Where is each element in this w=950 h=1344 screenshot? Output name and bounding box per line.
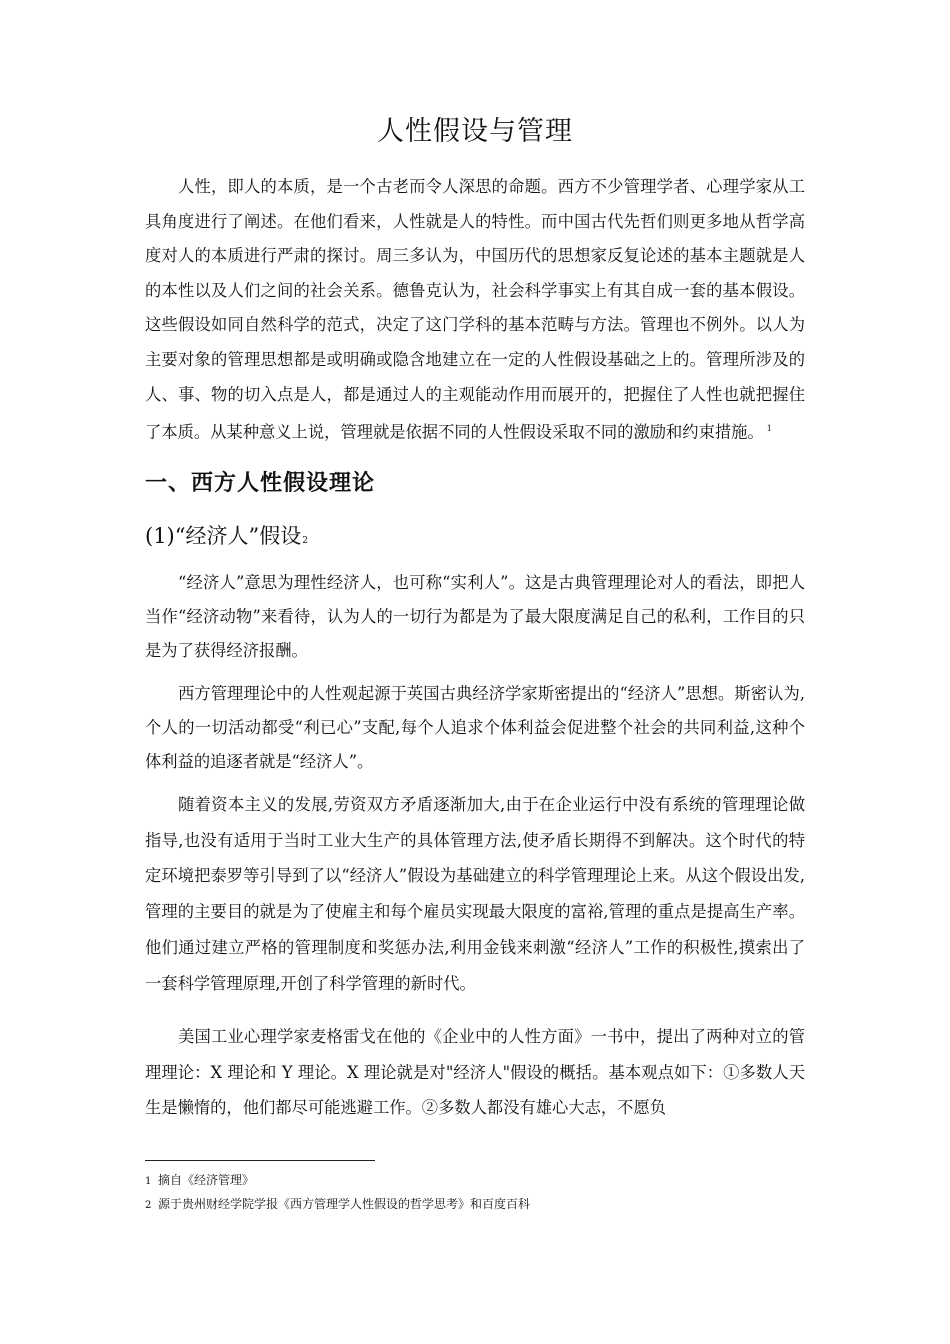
footnote-ref-1[interactable]: 1 <box>766 424 772 434</box>
section-heading-western-theory: 一、西方人性假设理论 <box>145 471 376 496</box>
intro-paragraph <box>145 170 805 450</box>
subsection-heading-text: (1)“经济人”假设 <box>145 524 302 548</box>
body-paragraph-2: 西方管理理论中的人性观起源于英国古典经济学家斯密提出的“经济人”思想。斯密认为,个人的一切活动都受“利已心”支配,每个人追求个体利益会促进整个社会的共同利益,这种个体利益的追逐者就是“经济人”。 <box>145 684 805 772</box>
subsection-heading-economic-man <box>145 518 308 559</box>
body-paragraph-1: “经济人”意思为理性经济人，也可称“实利人”。这是古典管理理论对人的看法，即把人当作“经济动物”来看待，认为人的一切行为都是为了最大限度满足自己的私利，工作目的只是为了获得经济报酬。 <box>145 573 805 661</box>
body-paragraph-4: 美国工业心理学家麦格雷戈在他的《企业中的人性方面》一书中，提出了两种对立的管理理论：X 理论和 Y 理论。X 理论就是对"经济人"假设的概括。基本观点如下：①多数人天生是懒惰的，他们都尽可能逃避工作。②多数人都没有雄心大志，不愿负 <box>145 1027 805 1118</box>
page-title: 人性假设与管理 <box>377 116 573 147</box>
footnote-number: 2 <box>145 1200 152 1211</box>
footnote-separator <box>145 1160 375 1161</box>
footnote-2 <box>145 1195 530 1215</box>
body-paragraph-3: 随着资本主义的发展,劳资双方矛盾逐渐加大,由于在企业运行中没有系统的管理理论做指导,也没有适用于当时工业大生产的具体管理方法,使矛盾长期得不到解决。这个时代的特定环境把泰罗等引导到了以“经济人”假设为基础建立的科学管理理论上来。从这个假设出发,管理的主要目的就是为了使雇主和每个雇员实现最大限度的富裕,管理的重点是提高生产率。他们通过建立严格的管理制度和奖惩办法,利用金钱来刺激“经济人”工作的积极性,摸索出了一套科学管理原理,开创了科学管理的新时代。 <box>145 795 805 993</box>
footnote-text: 摘自《经济管理》 <box>158 1173 255 1187</box>
footnote-number: 1 <box>145 1176 152 1187</box>
footnote-1 <box>145 1171 254 1191</box>
footnote-text: 源于贵州财经学院学报《西方管理学人性假设的哲学思考》和百度百科 <box>158 1197 531 1211</box>
footnote-ref-2[interactable]: 2 <box>302 536 308 546</box>
intro-text: 人性，即人的本质，是一个古老而令人深思的命题。西方不少管理学者、心理学家从工具角度进行了阐述。在他们看来，人性就是人的特性。而中国古代先哲们则更多地从哲学高度对人的本质进行严肃的探讨。周三多认为，中国历代的思想家反复论述的基本主题就是人的本性以及人们之间的社会关系。德鲁克认为，社会科学事实上有其自成一套的基本假设。这些假设如同自然科学的范式，决定了这门学科的基本范畴与方法。管理也不例外。以人为主要对象的管理思想都是或明确或隐含地建立在一定的人性假设基础之上的。管理所涉及的人、事、物的切入点是人，都是通过人的主观能动作用而展开的，把握住了人性也就把握住了本质。从某种意义上说，管理就是依据不同的人性假设采取不同的激励和约束措施。 <box>145 177 805 442</box>
